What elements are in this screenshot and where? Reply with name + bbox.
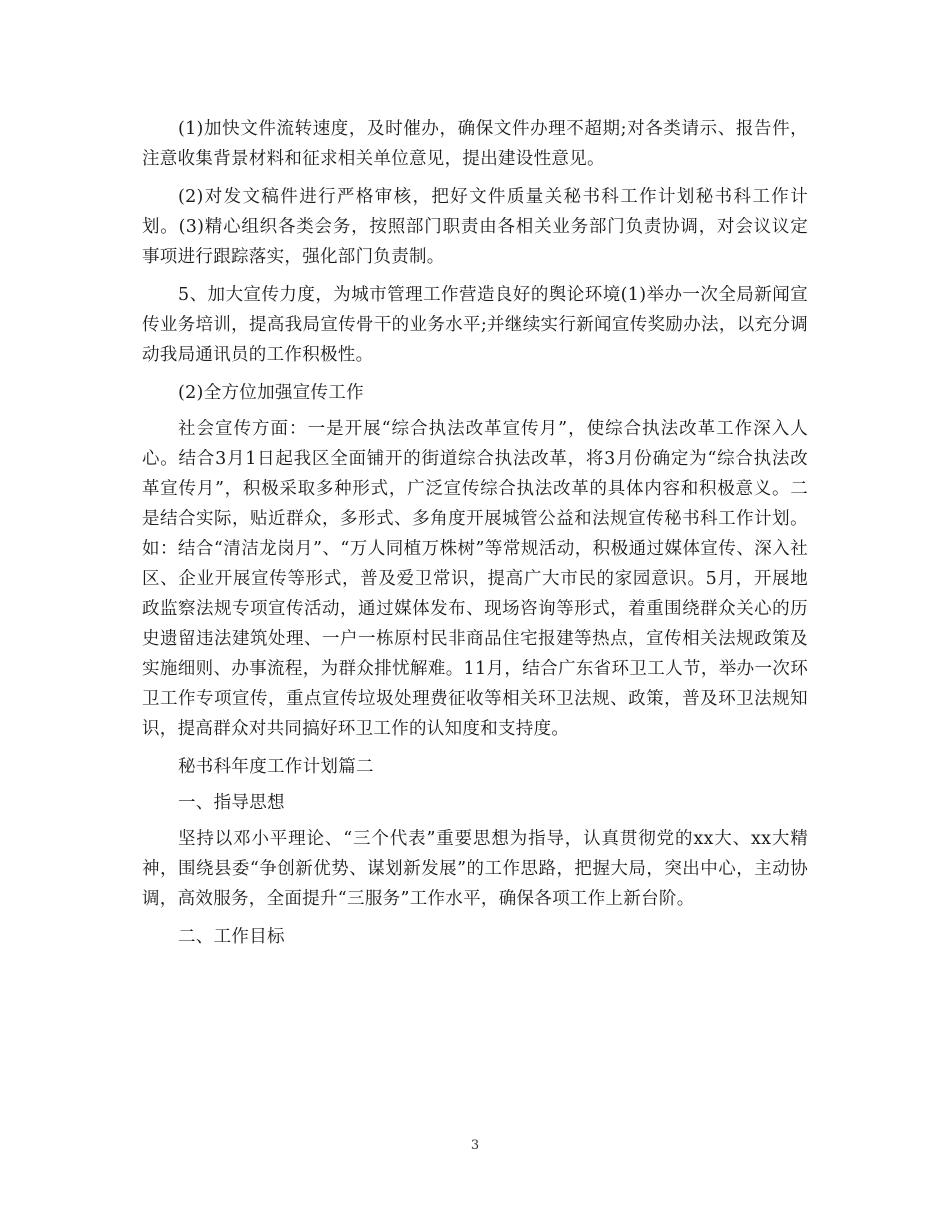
- paragraph-2: (2)对发文稿件进行严格审核，把好文件质量关秘书科工作计划秘书科工作计划。(3)精心组织各类会务，按照部门职责由各相关业务部门负责协调，对会议议定事项进行跟踪落实，强化部门负责制。: [142, 187, 808, 267]
- section-heading-plan-part-two: 秘书科年度工作计划篇二: [178, 757, 374, 777]
- paragraph-4: (2)全方位加强宣传工作: [178, 383, 364, 403]
- paragraph-5: 社会宣传方面：一是开展“综合执法改革宣传月”，使综合执法改革工作深入人心。结合3月1日起我区全面铺开的街道综合执法改革，将3月份确定为“综合执法改革宣传月”，积极采取多种形式，广泛宣传综合执法改革的具体内容和积极意义。二是结合实际，贴近群众，多形式、多角度开展城管公益和法规宣传秘书科工作计划。如：结合“清洁龙岗月”、“万人同植万株树”等常规活动，积极通过媒体宣传、深入社区、企业开展宣传等形式，普及爱卫常识，提高广大市民的家园意识。5月，开展地政监察法规专项宣传活动，通过媒体发布、现场咨询等形式，着重围绕群众关心的历史遗留违法建筑处理、一户一栋原村民非商品住宅报建等热点，宣传相关法规政策及实施细则、办事流程，为群众排忧解难。11月，结合广东省环卫工人节，举办一次环卫工作专项宣传，重点宣传垃圾处理费征收等相关环卫法规、政策，普及环卫法规知识，提高群众对共同搞好环卫工作的认知度和支持度。: [142, 419, 808, 739]
- paragraph-guiding-ideology: 坚持以邓小平理论、“三个代表”重要思想为指导，认真贯彻党的xx大、xx大精神，围绕县委“争创新优势、谋划新发展”的工作思路，把握大局，突出中心，主动协调，高效服务，全面提升“三服务”工作水平，确保各项工作上新台阶。: [142, 829, 808, 909]
- section-heading-guiding-ideology: 一、指导思想: [178, 793, 285, 813]
- paragraph-3: 5、加大宣传力度，为城市管理工作营造良好的舆论环境(1)举办一次全局新闻宣传业务培训，提高我局宣传骨干的业务水平;并继续实行新闻宣传奖励办法，以充分调动我局通讯员的工作积极性。: [142, 285, 808, 365]
- document-body: [142, 114, 808, 960]
- section-heading-work-goals: 二、工作目标: [178, 927, 285, 947]
- paragraph-1: (1)加快文件流转速度，及时催办，确保文件办理不超期;对各类请示、报告件，注意收集背景材料和征求相关单位意见，提出建设性意见。: [142, 119, 808, 169]
- page-number: 3: [470, 1138, 480, 1153]
